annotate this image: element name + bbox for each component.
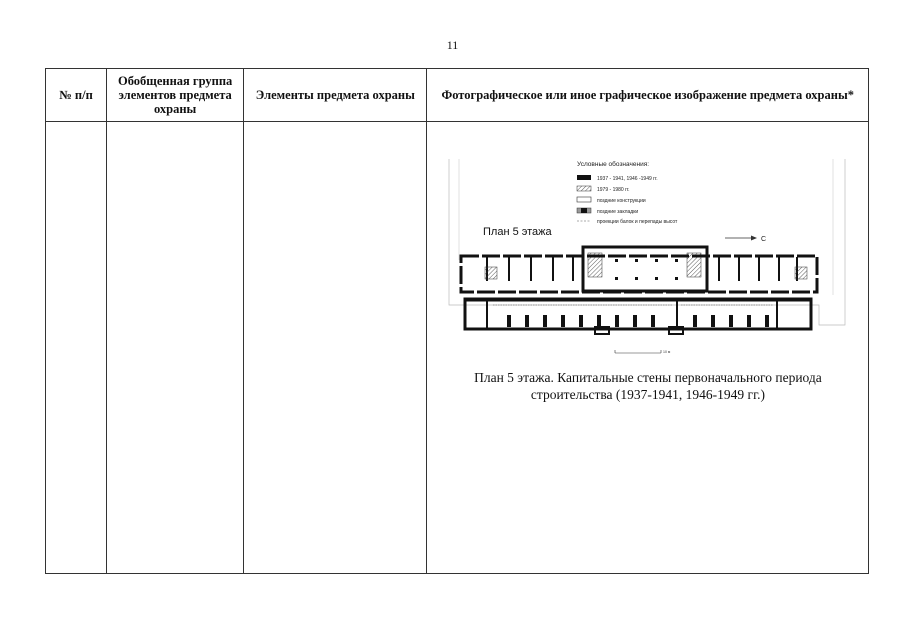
legend-title: Условные обозначения: — [577, 161, 650, 168]
cell-elements — [244, 122, 427, 574]
north-label: С — [761, 236, 767, 243]
figure-caption — [427, 369, 868, 403]
page-number: 11 — [446, 38, 459, 52]
header-row — [46, 69, 869, 122]
cell-number — [46, 122, 107, 574]
legend-item-3: поздние конструкции — [597, 198, 647, 204]
header-group: Обобщенная группа элементов предмета охраны — [107, 69, 244, 122]
legend-item-2: 1979 - 1980 гг. — [597, 187, 630, 193]
table-row — [46, 122, 869, 574]
floor-plan-svg — [447, 155, 851, 365]
header-number: № п/п — [46, 69, 107, 122]
header-image: Фотографическое или иное графическое изображение предмета охраны* — [427, 69, 869, 122]
header-elements: Элементы предмета охраны — [244, 69, 427, 122]
floor-plan-drawing — [447, 155, 851, 365]
scale-label: 10 м — [663, 350, 671, 354]
legend-item-5: проекции балок и перепады высот — [597, 219, 678, 225]
protection-table — [45, 68, 869, 574]
caption-line-1: План 5 этажа. Капитальные стены первоначального периода — [474, 370, 822, 385]
cell-image — [427, 122, 869, 574]
plan-title: План 5 этажа — [483, 226, 553, 238]
cell-group — [107, 122, 244, 574]
legend-item-1: 1937 - 1941, 1946 -1949 гг. — [597, 176, 659, 182]
legend-item-4: поздние закладки — [597, 209, 639, 215]
caption-line-2: строительства (1937-1941, 1946-1949 гг.) — [530, 387, 765, 402]
